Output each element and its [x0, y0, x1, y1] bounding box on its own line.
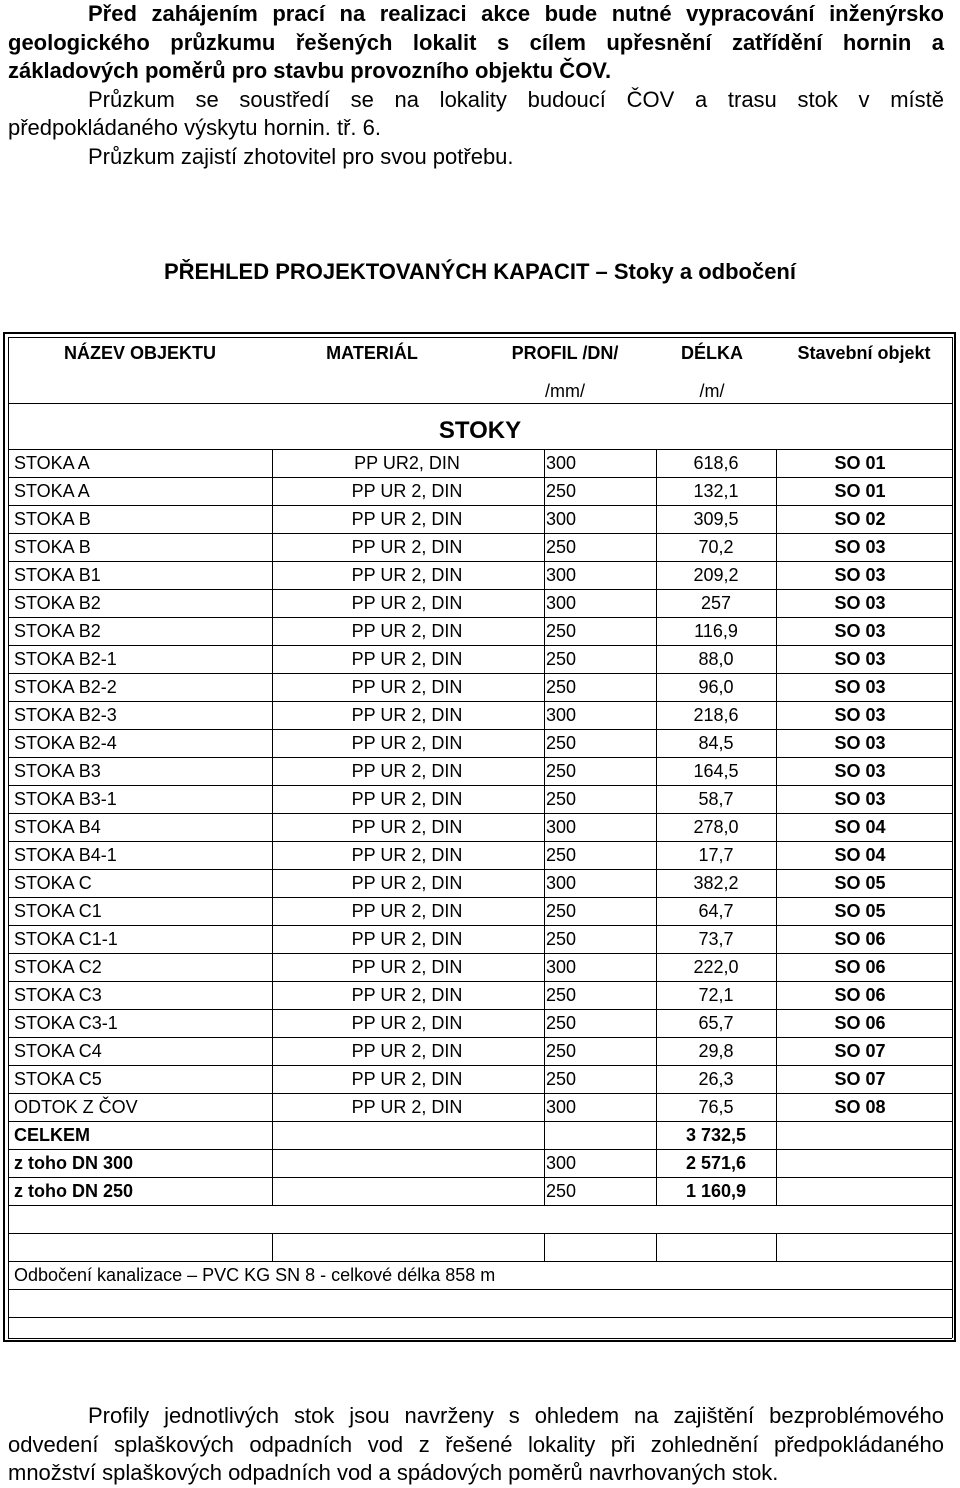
cell-profile: 250 — [545, 677, 577, 697]
cell-profile: 300 — [545, 873, 577, 893]
cell-material: PP UR 2, DIN — [351, 1013, 463, 1033]
table-row — [0, 813, 960, 841]
cell-name: STOKA B2-1 — [14, 649, 117, 669]
header-material: MATERIÁL — [326, 343, 418, 363]
cell-object: SO 03 — [834, 677, 886, 697]
cell-profile: 300 — [545, 1097, 577, 1117]
cell-name: STOKA B2-4 — [14, 733, 117, 753]
cell-length: 3 732,5 — [685, 1125, 747, 1145]
outro-paragraph — [8, 1402, 944, 1488]
cell-material: PP UR 2, DIN — [351, 733, 463, 753]
grid-line — [656, 449, 657, 1205]
grid-line — [8, 757, 952, 758]
cell-length: 2 571,6 — [685, 1153, 747, 1173]
cell-name: STOKA B1 — [14, 565, 101, 585]
cell-name: STOKA C3 — [14, 985, 102, 1005]
cell-object: SO 03 — [834, 537, 886, 557]
cell-object: SO 02 — [834, 509, 886, 529]
cell-profile: 250 — [545, 761, 577, 781]
table-row — [0, 729, 960, 757]
table-row — [0, 785, 960, 813]
cell-material: PP UR 2, DIN — [351, 845, 463, 865]
intro-line: Průzkum se soustředí se na lokality budoucí ČOV a trasu stok v místě — [88, 86, 944, 112]
cell-length: 618,6 — [693, 453, 739, 473]
table-row — [0, 701, 960, 729]
total-row — [0, 1149, 960, 1177]
cell-name: STOKA C — [14, 873, 92, 893]
cell-length: 222,0 — [693, 957, 739, 977]
table-row — [0, 645, 960, 673]
cell-profile: 300 — [545, 453, 577, 473]
cell-profile: 300 — [545, 957, 577, 977]
intro-line: předpokládaného výskytu hornin. tř. 6. — [8, 115, 382, 140]
grid-line — [8, 449, 952, 450]
grid-line — [8, 533, 952, 534]
table-row — [0, 841, 960, 869]
header-profile: PROFIL /DN/ — [511, 343, 619, 363]
grid-line — [8, 813, 952, 814]
table-row — [0, 1037, 960, 1065]
cell-length: 29,8 — [698, 1041, 734, 1061]
table-row — [0, 561, 960, 589]
grid-line — [544, 449, 545, 1205]
cell-material: PP UR 2, DIN — [351, 537, 463, 557]
cell-length: 116,9 — [694, 621, 738, 641]
cell-name: STOKA B — [14, 509, 91, 529]
grid-line — [8, 673, 952, 674]
grid-line — [8, 1149, 952, 1150]
grid-line — [8, 1233, 952, 1234]
cell-material: PP UR 2, DIN — [351, 705, 463, 725]
grid-line — [8, 1261, 952, 1262]
cell-object: SO 06 — [834, 929, 886, 949]
table-title: PŘEHLED PROJEKTOVANÝCH KAPACIT – Stoky a odbočení — [164, 259, 796, 284]
grid-line — [656, 1233, 657, 1261]
cell-length: 1 160,9 — [685, 1181, 747, 1201]
cell-name: STOKA B2-3 — [14, 705, 117, 725]
table-row — [0, 533, 960, 561]
header-profile-unit: /mm/ — [545, 381, 585, 401]
grid-line — [8, 645, 952, 646]
cell-object: SO 03 — [834, 593, 886, 613]
grid-line — [8, 1177, 952, 1178]
cell-material: PP UR 2, DIN — [351, 985, 463, 1005]
cell-length: 84,5 — [698, 733, 734, 753]
grid-line — [8, 1317, 952, 1318]
cell-material: PP UR 2, DIN — [351, 649, 463, 669]
cell-object: SO 04 — [834, 817, 886, 837]
table-row — [0, 617, 960, 645]
intro-line: základových poměrů pro stavbu provozního objektu ČOV. — [8, 58, 612, 83]
grid-line — [8, 1009, 952, 1010]
header-length: DÉLKA — [681, 343, 743, 363]
cell-name: z toho DN 250 — [14, 1181, 134, 1201]
section-label: STOKY — [438, 417, 522, 444]
cell-object: SO 05 — [834, 901, 886, 921]
cell-object: SO 03 — [834, 705, 886, 725]
cell-name: z toho DN 300 — [14, 1153, 134, 1173]
cell-name: STOKA A — [14, 481, 90, 501]
outro-line: množství splaškových odpadních vod a spádových poměrů navrhovaných stok. — [8, 1460, 779, 1485]
grid-line — [8, 477, 952, 478]
grid-line — [8, 953, 952, 954]
cell-length: 72,1 — [698, 985, 734, 1005]
grid-line — [8, 1065, 952, 1066]
cell-length: 257 — [700, 593, 732, 613]
cell-length: 218,6 — [693, 705, 739, 725]
cell-profile: 300 — [545, 593, 577, 613]
cell-profile: 300 — [545, 817, 577, 837]
cell-length: 64,7 — [698, 901, 734, 921]
grid-line — [8, 981, 952, 982]
cell-material: PP UR 2, DIN — [351, 929, 463, 949]
cell-profile: 250 — [545, 1181, 577, 1201]
grid-line — [8, 337, 9, 1338]
cell-profile: 250 — [545, 985, 577, 1005]
cell-name: STOKA B2 — [14, 621, 101, 641]
cell-profile: 250 — [545, 1013, 577, 1033]
cell-object: SO 08 — [834, 1097, 886, 1117]
cell-material: PP UR 2, DIN — [351, 621, 463, 641]
cell-length: 309,5 — [693, 509, 739, 529]
cell-name: STOKA C1 — [14, 901, 102, 921]
cell-material: PP UR 2, DIN — [351, 1069, 463, 1089]
grid-line — [8, 785, 952, 786]
cell-name: STOKA C2 — [14, 957, 102, 977]
cell-length: 278,0 — [693, 817, 739, 837]
cell-material: PP UR 2, DIN — [351, 901, 463, 921]
cell-material: PP UR 2, DIN — [351, 509, 463, 529]
cell-material: PP UR2, DIN — [354, 453, 460, 473]
cell-name: CELKEM — [14, 1125, 90, 1145]
cell-length: 96,0 — [698, 677, 734, 697]
cell-profile: 250 — [545, 621, 577, 641]
cell-name: STOKA C1-1 — [14, 929, 118, 949]
cell-profile: 250 — [545, 929, 577, 949]
cell-length: 70,2 — [698, 537, 734, 557]
table-row — [0, 1093, 960, 1121]
grid-line — [272, 449, 273, 1205]
cell-material: PP UR 2, DIN — [351, 593, 463, 613]
cell-profile: 300 — [545, 565, 577, 585]
cell-material: PP UR 2, DIN — [351, 677, 463, 697]
table-row — [0, 757, 960, 785]
grid-line — [8, 617, 952, 618]
table-row — [0, 1065, 960, 1093]
header-object: Stavební objekt — [797, 343, 931, 363]
table-row — [0, 589, 960, 617]
cell-name: STOKA B2-2 — [14, 677, 117, 697]
intro-line: Průzkum zajistí zhotovitel pro svou potřebu. — [88, 143, 514, 169]
cell-name: STOKA B4-1 — [14, 845, 117, 865]
cell-object: SO 03 — [834, 733, 886, 753]
cell-name: STOKA C4 — [14, 1041, 102, 1061]
table-row — [0, 897, 960, 925]
table-row — [0, 869, 960, 897]
cell-object: SO 01 — [834, 453, 886, 473]
grid-line — [8, 1338, 952, 1339]
intro-paragraph — [8, 0, 944, 171]
header-length-unit: /m/ — [699, 381, 725, 401]
grid-line — [8, 701, 952, 702]
grid-line — [776, 1233, 777, 1261]
table-row — [0, 925, 960, 953]
cell-name: STOKA C5 — [14, 1069, 102, 1089]
grid-line — [8, 1093, 952, 1094]
cell-object: SO 05 — [834, 873, 886, 893]
cell-length: 17,7 — [698, 845, 734, 865]
cell-profile: 300 — [545, 1153, 577, 1173]
cell-length: 88,0 — [698, 649, 734, 669]
cell-material: PP UR 2, DIN — [351, 565, 463, 585]
grid-line — [8, 729, 952, 730]
grid-line — [8, 1205, 952, 1206]
table-row — [0, 1009, 960, 1037]
cell-length: 73,7 — [698, 929, 734, 949]
outro-line: odvedení splaškových odpadních vod z řešené lokality při zohlednění předpokládaného — [8, 1431, 944, 1457]
grid-line — [8, 1037, 952, 1038]
grid-line — [8, 841, 952, 842]
cell-object: SO 06 — [834, 985, 886, 1005]
cell-material: PP UR 2, DIN — [351, 957, 463, 977]
cell-name: STOKA B3-1 — [14, 789, 117, 809]
grid-line — [8, 337, 952, 338]
grid-line — [8, 589, 952, 590]
table-row — [0, 981, 960, 1009]
cell-profile: 250 — [545, 649, 577, 669]
cell-length: 209,2 — [693, 565, 739, 585]
cell-material: PP UR 2, DIN — [351, 817, 463, 837]
grid-line — [776, 449, 777, 1205]
grid-line — [8, 1289, 952, 1290]
grid-line — [8, 403, 952, 404]
grid-line — [952, 337, 953, 1338]
cell-length: 76,5 — [698, 1097, 734, 1117]
cell-material: PP UR 2, DIN — [351, 789, 463, 809]
cell-object: SO 06 — [834, 957, 886, 977]
cell-profile: 300 — [545, 509, 577, 529]
cell-name: STOKA B2 — [14, 593, 101, 613]
cell-length: 58,7 — [698, 789, 734, 809]
total-row — [0, 1121, 960, 1149]
cell-length: 26,3 — [698, 1069, 734, 1089]
cell-object: SO 03 — [834, 761, 886, 781]
table-row — [0, 505, 960, 533]
grid-line — [8, 897, 952, 898]
grid-line — [8, 505, 952, 506]
table-row — [0, 477, 960, 505]
intro-line: geologického průzkumu řešených lokalit s cílem upřesnění zatřídění hornin a — [8, 29, 944, 55]
cell-material: PP UR 2, DIN — [351, 1097, 463, 1117]
cell-material: PP UR 2, DIN — [351, 1041, 463, 1061]
outro-line: Profily jednotlivých stok jsou navrženy s ohledem na zajištění bezproblémového — [88, 1403, 944, 1428]
cell-object: SO 03 — [834, 621, 886, 641]
cell-profile: 300 — [545, 705, 577, 725]
cell-length: 382,2 — [693, 873, 739, 893]
cell-length: 65,7 — [698, 1013, 734, 1033]
table-row — [0, 673, 960, 701]
grid-line — [272, 1233, 273, 1261]
cell-profile: 250 — [545, 789, 577, 809]
cell-object: SO 04 — [834, 845, 886, 865]
table-row — [0, 449, 960, 477]
cell-name: STOKA B4 — [14, 817, 101, 837]
cell-length: 132,1 — [693, 481, 739, 501]
grid-line — [8, 925, 952, 926]
cell-object: SO 03 — [834, 789, 886, 809]
cell-name: ODTOK Z ČOV — [14, 1097, 138, 1117]
cell-profile: 250 — [545, 901, 577, 921]
table-row — [0, 953, 960, 981]
cell-object: SO 06 — [834, 1013, 886, 1033]
cell-profile: 250 — [545, 481, 577, 501]
header-name: NÁZEV OBJEKTU — [63, 343, 216, 363]
cell-material: PP UR 2, DIN — [351, 873, 463, 893]
cell-material: PP UR 2, DIN — [351, 761, 463, 781]
cell-profile: 250 — [545, 845, 577, 865]
cell-profile: 250 — [545, 733, 577, 753]
grid-line — [8, 869, 952, 870]
branch-note: Odbočení kanalizace – PVC KG SN 8 - celkové délka 858 m — [14, 1265, 496, 1285]
intro-line: Před zahájením prací na realizaci akce bude nutné vypracování inženýrsko — [88, 1, 944, 26]
grid-line — [8, 561, 952, 562]
cell-object: SO 01 — [834, 481, 886, 501]
cell-object: SO 07 — [834, 1069, 886, 1089]
cell-profile: 250 — [545, 537, 577, 557]
cell-profile: 250 — [545, 1041, 577, 1061]
total-row — [0, 1177, 960, 1205]
cell-name: STOKA B — [14, 537, 91, 557]
grid-line — [8, 1121, 952, 1122]
grid-line — [544, 1233, 545, 1261]
cell-name: STOKA C3-1 — [14, 1013, 118, 1033]
cell-length: 164,5 — [693, 761, 739, 781]
cell-object: SO 03 — [834, 649, 886, 669]
cell-name: STOKA A — [14, 453, 90, 473]
cell-object: SO 03 — [834, 565, 886, 585]
cell-profile: 250 — [545, 1069, 577, 1089]
cell-material: PP UR 2, DIN — [351, 481, 463, 501]
cell-object: SO 07 — [834, 1041, 886, 1061]
cell-name: STOKA B3 — [14, 761, 101, 781]
